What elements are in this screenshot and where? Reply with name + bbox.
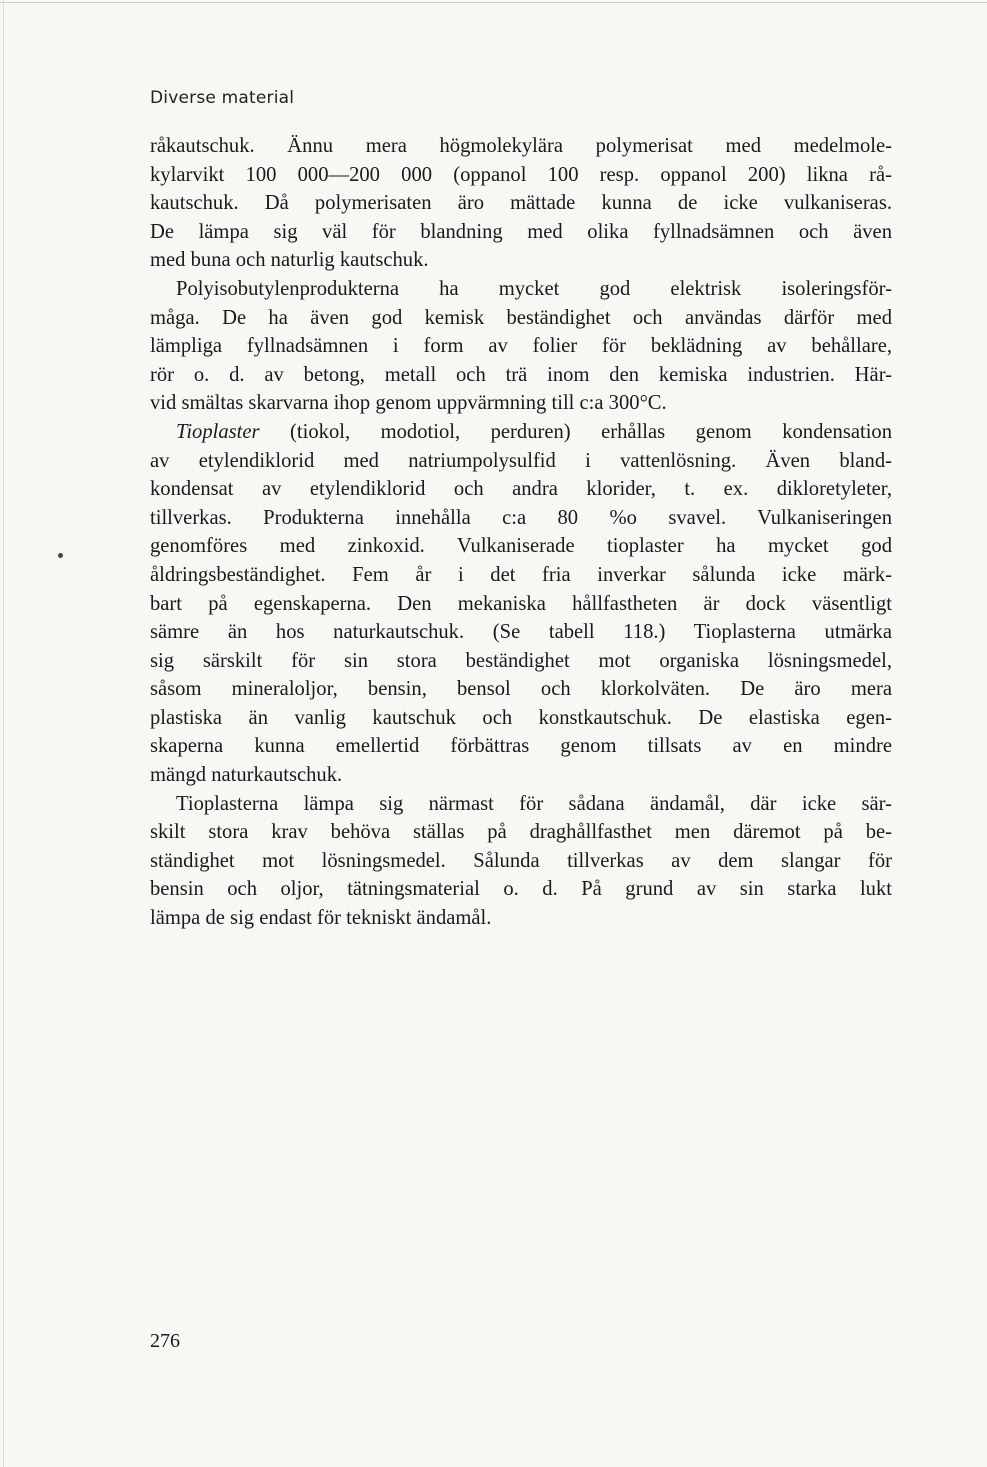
text-line: åldringsbeständighet. Fem år i det fria inverkar sålunda icke märk-	[150, 563, 892, 586]
text-line: bart på egenskaperna. Den mekaniska hållfastheten är dock väsentligt	[150, 592, 892, 615]
paragraph-2	[150, 275, 892, 418]
text-line: kondensat av etylendiklorid och andra klorider, t. ex. dikloretyleter,	[150, 478, 892, 501]
text-line: skaperna kunna emellertid förbättras genom tillsats av en mindre	[150, 735, 892, 758]
text-line: De lämpa sig väl för blandning med olika fyllnadsämnen och även	[150, 220, 892, 243]
text-line: såsom mineraloljor, bensin, bensol och klorkolväten. De äro mera	[150, 678, 892, 701]
text-line: ständighet mot lösningsmedel. Sålunda tillverkas av dem slangar för	[150, 849, 892, 872]
text-line: vid smältas skarvarna ihop genom uppvärmning till c:a 300°C.	[150, 392, 667, 415]
text-line: sämre än hos naturkautschuk. (Se tabell 118.) Tioplasterna utmärka	[150, 621, 892, 644]
text-line: sig särskilt för sin stora beständighet mot organiska lösningsmedel,	[150, 649, 892, 672]
running-head: Diverse material	[150, 88, 295, 108]
text-line: mängd naturkautschuk.	[150, 764, 343, 787]
text-fragment: (tiokol, modotiol, perduren) erhållas genom kondensation	[290, 420, 893, 443]
italic-term: Tioplaster	[176, 420, 260, 443]
text-line: rör o. d. av betong, metall och trä inom den kemiska industrien. Här-	[150, 363, 892, 386]
paragraph-1	[150, 132, 892, 275]
text-line: genomföres med zinkoxid. Vulkaniserade tioplaster ha mycket god	[150, 535, 892, 558]
paragraph-4	[150, 790, 892, 933]
scan-speck	[58, 553, 63, 558]
text-line: med buna och naturlig kautschuk.	[150, 249, 429, 272]
body-text	[150, 132, 892, 933]
text-line: tillverkas. Produkterna innehålla c:a 80 %o svavel. Vulkaniseringen	[150, 506, 892, 529]
page-left-edge	[3, 0, 4, 1467]
page-number: 276	[150, 1330, 180, 1352]
text-line: råkautschuk. Ännu mera högmolekylära polymerisat med medelmole-	[150, 135, 892, 157]
text-line	[150, 418, 892, 447]
text-line: av etylendiklorid med natriumpolysulfid i vattenlösning. Även bland-	[150, 449, 892, 472]
text-line: Tioplasterna lämpa sig närmast för sådana ändamål, där icke sär-	[176, 792, 892, 815]
text-line: kautschuk. Då polymerisaten äro mättade kunna de icke vulkaniseras.	[150, 192, 892, 215]
paragraph-3	[150, 418, 892, 790]
text-line: lämpliga fyllnadsämnen i form av folier för beklädning av behållare,	[150, 335, 892, 358]
text-line: plastiska än vanlig kautschuk och konstkautschuk. De elastiska egen-	[150, 706, 892, 729]
text-line: Polyisobutylenprodukterna ha mycket god elektrisk isoleringsför-	[176, 277, 892, 300]
text-line: lämpa de sig endast för tekniskt ändamål.	[150, 907, 492, 930]
text-line: skilt stora krav behöva ställas på draghållfasthet men däremot på be-	[150, 821, 892, 844]
text-line: kylarvikt 100 000—200 000 (oppanol 100 resp. oppanol 200) likna rå-	[150, 163, 892, 186]
text-line: måga. De ha även god kemisk beständighet och användas därför med	[150, 306, 892, 329]
page-top-edge	[0, 2, 987, 3]
text-line: bensin och oljor, tätningsmaterial o. d. På grund av sin starka lukt	[150, 878, 892, 901]
